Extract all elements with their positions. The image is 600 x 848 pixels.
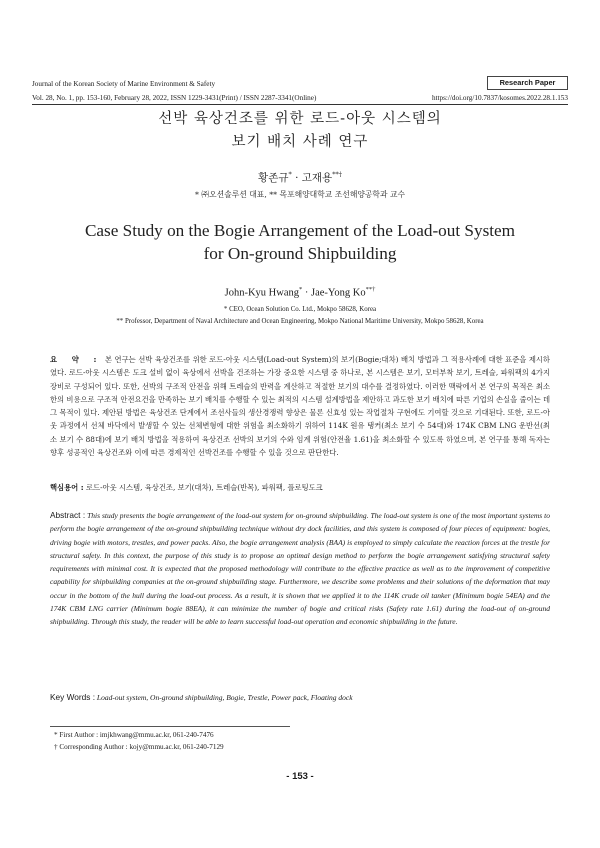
english-author2-mark: **† <box>365 286 376 293</box>
english-affiliation2: ** Professor, Department of Naval Architecture and Ocean Engineering, Mokpo National Maritime University, Mokpo 58628, Korea <box>116 318 484 325</box>
korean-author-separator: · <box>291 172 302 184</box>
english-author-separator: · <box>302 287 311 299</box>
footnote-rule <box>50 726 290 727</box>
korean-author1: 황존규 <box>258 172 289 184</box>
korean-title-line1: 선박 육상건조를 위한 로드-아웃 시스템의 <box>158 111 442 127</box>
korean-authors <box>0 170 600 185</box>
english-author1: John-Kyu Hwang <box>224 287 299 299</box>
english-author2: Jae-Yong Ko <box>310 287 366 299</box>
english-keywords-label: Key Words : <box>50 692 96 702</box>
english-title-line2: for On-ground Shipbuilding <box>203 244 397 263</box>
english-keywords <box>50 692 550 702</box>
english-author1-mark: * <box>298 286 303 293</box>
header-rule <box>32 104 568 105</box>
page-number: - 153 - <box>286 771 314 782</box>
volume-text: Vol. 28, No. 1, pp. 153-160, February 28, 2022, ISSN 1229-3431(Print) / ISSN 2287-3341(Online) <box>32 94 317 102</box>
english-abstract-label: Abstract : <box>50 510 86 520</box>
english-authors <box>0 286 600 299</box>
research-paper-badge: Research Paper <box>487 76 568 90</box>
english-keywords-text: Load-out system, On-ground shipbuilding, Bogie, Trestle, Power pack, Floating dock <box>96 693 353 702</box>
korean-abstract-label: 요 약 : <box>50 355 103 364</box>
korean-keywords <box>50 483 550 493</box>
english-abstract-text: This study presents the bogie arrangement of the load-out system for on-ground shipbuilding. The load-out system is one of the most important systems to perform the bogie arrangement of the on-ground shipbuilding technique without dry dock facilities, and this system is composed of four pieces of equipment: bogies, driving bogie with motors, trestles, and power packs. Also, the bogie arrangement analysis (BAA) is employed to simply calculate the reaction forces at the trestle for structural safety. In this context, the purpose of this study is to propose an optimal design method to perform the bogie arrangement satisfying structural safety requirements with minimal cost. It is expected that the proposed methodology will contribute to the effective practice as well as to the improvement of competitive capability for shipbuilding companies at the on-ground shipbuilding stage. Furthermore, we describe some problems and their solutions of the deformation that may occur in the bottom of the hull during the load-out process. As a result, it is shown that we applied it to the 114K crude oil tanker (Minimum bogie 54EA) and the 174K CBM LNG carrier (Minimum bogie 88EA), it can minimize the number of bogie and critical risks (Safety rate 1.61) during the load-out of on-ground shipbuilding. Through this study, the reader will be able to learn successful load-out operation and economic shipbuilding in the future. <box>50 511 551 627</box>
english-title-line1: Case Study on the Bogie Arrangement of the Load-out System <box>84 221 516 240</box>
footnote-first-author: * First Author : imjkhwang@mmu.ac.kr, 061-240-7476 <box>54 731 214 739</box>
doi-link[interactable]: https://doi.org/10.7837/kosomes.2022.28.1.153 <box>431 94 568 102</box>
korean-abstract <box>50 353 550 459</box>
footnote-corresponding-author: † Corresponding Author : kojy@mmu.ac.kr, 061-240-7129 <box>54 743 224 751</box>
korean-keywords-label: 핵심용어 : <box>50 483 84 492</box>
korean-author1-mark: * <box>288 170 292 179</box>
korean-author2-mark: **† <box>332 170 342 179</box>
korean-author2: 고재용 <box>301 172 333 184</box>
korean-abstract-text: 본 연구는 선박 육상건조를 위한 로드-아웃 시스템(Load-out System)의 보기(Bogie;대차) 배치 방법과 그 적용사례에 대한 표준을 제시하였다. 로드-아웃 시스템은 도크 설비 없이 육상에서 선박을 건조하는 가장 중요한 시스템 중 하나로, 본 시스템은 보기, 모터부착 보기, 트레슬, 파워팩의 4가지 장비로 구성되어 있다. 또한, 선박의 구조적 안전을 위해 트레슬의 반력을 계산하고 적절한 보기의 대수를 결정하였다. 이러한 맥락에서 본 연구의 목적은 최소한의 비용으로 구조적 안전요건을 만족하는 보기 배치를 수행할 수 있는 최적의 시스템 설계방법을 제안하고 과도한 보기 배치에 따른 기업의 손실을 줄이는 데 그 목적이 있다. 제안된 방법은 육상건조 단계에서 조선사들의 생산경쟁력 향상은 물론 신효성 있는 작업절차 구현에도 기여할 것으로 기대된다. 또한, 로드-아웃 과정에서 선체 바닥에서 발생할 수 있는 선체변형에 대한 위험을 최소화하기 위하여 114K 원유 탱커(최소 보기 수 54대)와 174K CBM LNG 운반선(최소 보기 수 88대)에 보기 배치 방법을 적용하여 육상건조 선박의 보기의 수와 임계 위험(안전율 1.61)을 최소화할 수 있도록 하였으며, 본 연구를 통해 독자는 향후 성공적인 육상건조와 이에 따른 경제적인 선박건조를 수행할 수 있을 것으로 판단한다. <box>50 355 550 458</box>
english-abstract <box>50 509 550 629</box>
korean-title-line2: 보기 배치 사례 연구 <box>231 134 369 150</box>
journal-name: Journal of the Korean Society of Marine Environment & Safety <box>32 80 216 88</box>
volume-info <box>32 94 568 102</box>
korean-affiliation: * ㈜오션솔루션 대표, ** 목포해양대학교 조선해양공학과 교수 <box>194 190 406 199</box>
english-affiliation1: * CEO, Ocean Solution Co. Ltd., Mokpo 58628, Korea <box>223 306 377 313</box>
korean-keywords-text: 로드-아웃 시스템, 육상건조, 보기(대차), 트레슬(반목), 파워팩, 플로팅도크 <box>85 483 323 492</box>
